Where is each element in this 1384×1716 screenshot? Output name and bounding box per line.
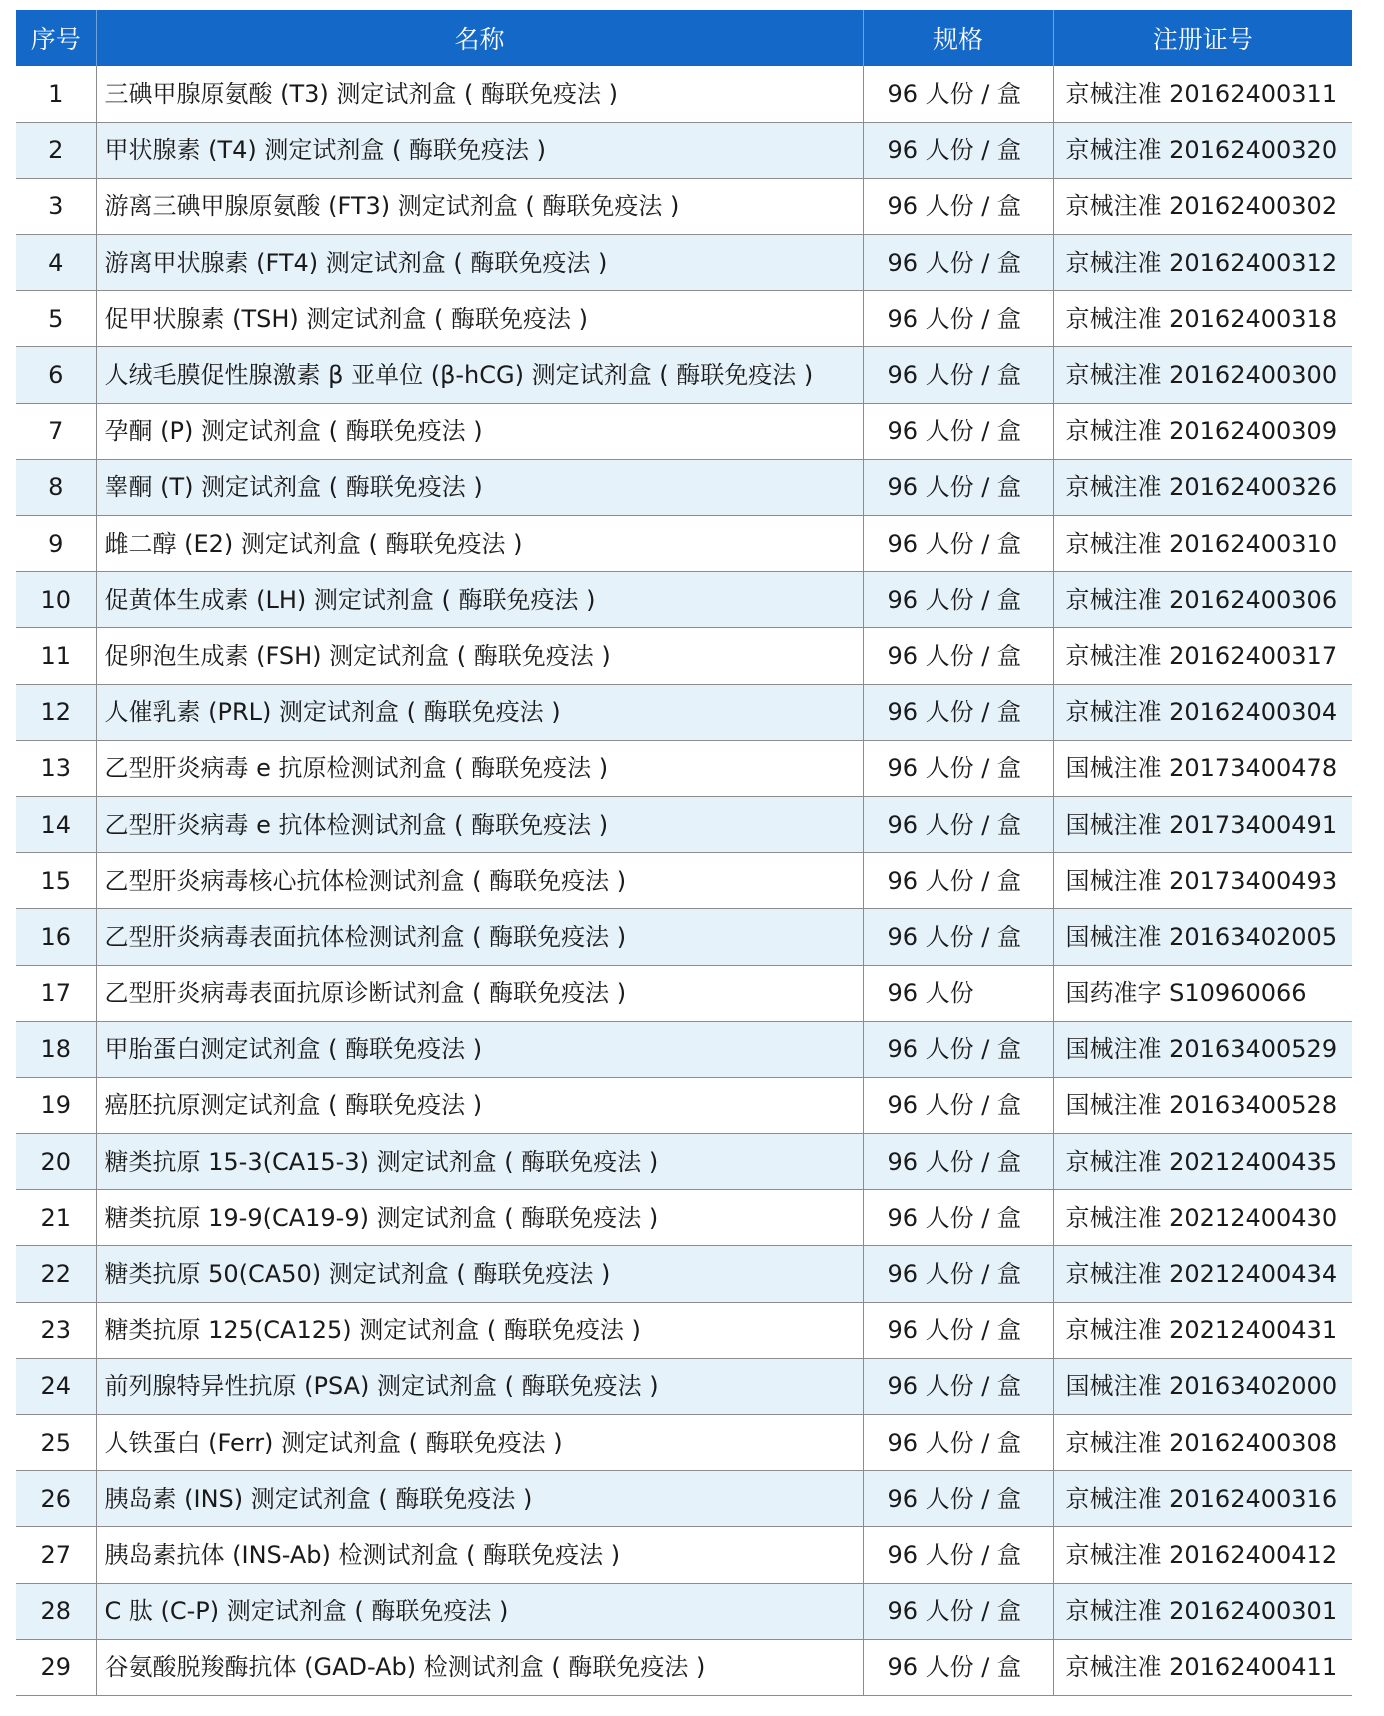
package-spec: 96 人份 / 盒: [863, 1021, 1053, 1077]
package-spec: 96 人份 / 盒: [863, 853, 1053, 909]
package-spec: 96 人份 / 盒: [863, 403, 1053, 459]
header-registration: 注册证号: [1053, 10, 1352, 66]
table-row: [16, 1246, 1352, 1302]
header-name: 名称: [96, 10, 863, 66]
package-spec: 96 人份 / 盒: [863, 235, 1053, 291]
package-spec: 96 人份 / 盒: [863, 909, 1053, 965]
table-row: [16, 1527, 1352, 1583]
package-spec: 96 人份 / 盒: [863, 122, 1053, 178]
row-index: 8: [16, 459, 96, 515]
product-name: 人绒毛膜促性腺激素 β 亚单位 (β-hCG) 测定试剂盒 ( 酶联免疫法 ): [96, 347, 863, 403]
row-index: 12: [16, 684, 96, 740]
registration-number: 京械注准 20162400412: [1053, 1527, 1352, 1583]
table-row: [16, 1134, 1352, 1190]
row-index: 4: [16, 235, 96, 291]
package-spec: 96 人份 / 盒: [863, 1077, 1053, 1133]
row-index: 25: [16, 1415, 96, 1471]
registration-number: 京械注准 20162400304: [1053, 684, 1352, 740]
product-name: 游离甲状腺素 (FT4) 测定试剂盒 ( 酶联免疫法 ): [96, 235, 863, 291]
package-spec: 96 人份 / 盒: [863, 291, 1053, 347]
table-body: [16, 66, 1352, 1695]
package-spec: 96 人份 / 盒: [863, 1583, 1053, 1639]
registration-number: 京械注准 20162400310: [1053, 516, 1352, 572]
product-name: C 肽 (C-P) 测定试剂盒 ( 酶联免疫法 ): [96, 1583, 863, 1639]
row-index: 11: [16, 628, 96, 684]
package-spec: 96 人份 / 盒: [863, 740, 1053, 796]
package-spec: 96 人份 / 盒: [863, 1471, 1053, 1527]
table-row: [16, 516, 1352, 572]
table-row: [16, 965, 1352, 1021]
package-spec: 96 人份 / 盒: [863, 572, 1053, 628]
table-row: [16, 1077, 1352, 1133]
product-name: 促甲状腺素 (TSH) 测定试剂盒 ( 酶联免疫法 ): [96, 291, 863, 347]
product-name: 糖类抗原 50(CA50) 测定试剂盒 ( 酶联免疫法 ): [96, 1246, 863, 1302]
product-name: 前列腺特异性抗原 (PSA) 测定试剂盒 ( 酶联免疫法 ): [96, 1358, 863, 1414]
product-name: 人催乳素 (PRL) 测定试剂盒 ( 酶联免疫法 ): [96, 684, 863, 740]
package-spec: 96 人份 / 盒: [863, 516, 1053, 572]
product-name: 谷氨酸脱羧酶抗体 (GAD-Ab) 检测试剂盒 ( 酶联免疫法 ): [96, 1639, 863, 1695]
package-spec: 96 人份 / 盒: [863, 628, 1053, 684]
product-table: [16, 10, 1352, 1696]
row-index: 26: [16, 1471, 96, 1527]
row-index: 27: [16, 1527, 96, 1583]
product-name: 甲状腺素 (T4) 测定试剂盒 ( 酶联免疫法 ): [96, 122, 863, 178]
table-row: [16, 909, 1352, 965]
product-name: 乙型肝炎病毒表面抗体检测试剂盒 ( 酶联免疫法 ): [96, 909, 863, 965]
registration-number: 京械注准 20162400300: [1053, 347, 1352, 403]
table-row: [16, 1415, 1352, 1471]
table-row: [16, 1583, 1352, 1639]
row-index: 29: [16, 1639, 96, 1695]
package-spec: 96 人份 / 盒: [863, 1302, 1053, 1358]
product-name: 胰岛素 (INS) 测定试剂盒 ( 酶联免疫法 ): [96, 1471, 863, 1527]
table-row: [16, 347, 1352, 403]
registration-number: 国械注准 20173400493: [1053, 853, 1352, 909]
package-spec: 96 人份 / 盒: [863, 1134, 1053, 1190]
row-index: 9: [16, 516, 96, 572]
registration-number: 京械注准 20212400435: [1053, 1134, 1352, 1190]
row-index: 19: [16, 1077, 96, 1133]
registration-number: 京械注准 20162400311: [1053, 66, 1352, 122]
table-row: [16, 572, 1352, 628]
registration-number: 京械注准 20162400306: [1053, 572, 1352, 628]
row-index: 28: [16, 1583, 96, 1639]
table-row: [16, 796, 1352, 852]
registration-number: 京械注准 20162400411: [1053, 1639, 1352, 1695]
table-row: [16, 178, 1352, 234]
package-spec: 96 人份 / 盒: [863, 1190, 1053, 1246]
package-spec: 96 人份 / 盒: [863, 347, 1053, 403]
table-header-row: [16, 10, 1352, 66]
table-header: [16, 10, 1352, 66]
registration-number: 京械注准 20162400302: [1053, 178, 1352, 234]
product-name: 促黄体生成素 (LH) 测定试剂盒 ( 酶联免疫法 ): [96, 572, 863, 628]
product-name: 甲胎蛋白测定试剂盒 ( 酶联免疫法 ): [96, 1021, 863, 1077]
product-name: 乙型肝炎病毒 e 抗原检测试剂盒 ( 酶联免疫法 ): [96, 740, 863, 796]
package-spec: 96 人份 / 盒: [863, 1415, 1053, 1471]
registration-number: 京械注准 20162400316: [1053, 1471, 1352, 1527]
registration-number: 京械注准 20162400312: [1053, 235, 1352, 291]
package-spec: 96 人份 / 盒: [863, 66, 1053, 122]
product-name: 糖类抗原 15-3(CA15-3) 测定试剂盒 ( 酶联免疫法 ): [96, 1134, 863, 1190]
table-row: [16, 684, 1352, 740]
row-index: 14: [16, 796, 96, 852]
row-index: 15: [16, 853, 96, 909]
package-spec: 96 人份 / 盒: [863, 178, 1053, 234]
table-row: [16, 1471, 1352, 1527]
product-name: 胰岛素抗体 (INS-Ab) 检测试剂盒 ( 酶联免疫法 ): [96, 1527, 863, 1583]
registration-number: 京械注准 20212400431: [1053, 1302, 1352, 1358]
row-index: 13: [16, 740, 96, 796]
registration-number: 京械注准 20162400308: [1053, 1415, 1352, 1471]
row-index: 7: [16, 403, 96, 459]
registration-number: 国药准字 S10960066: [1053, 965, 1352, 1021]
registration-number: 国械注准 20163400529: [1053, 1021, 1352, 1077]
row-index: 2: [16, 122, 96, 178]
table-row: [16, 235, 1352, 291]
product-name: 睾酮 (T) 测定试剂盒 ( 酶联免疫法 ): [96, 459, 863, 515]
row-index: 10: [16, 572, 96, 628]
row-index: 18: [16, 1021, 96, 1077]
product-name: 乙型肝炎病毒表面抗原诊断试剂盒 ( 酶联免疫法 ): [96, 965, 863, 1021]
product-name: 乙型肝炎病毒核心抗体检测试剂盒 ( 酶联免疫法 ): [96, 853, 863, 909]
table-row: [16, 853, 1352, 909]
table-row: [16, 122, 1352, 178]
table-row: [16, 1021, 1352, 1077]
product-name: 糖类抗原 125(CA125) 测定试剂盒 ( 酶联免疫法 ): [96, 1302, 863, 1358]
row-index: 5: [16, 291, 96, 347]
product-name: 癌胚抗原测定试剂盒 ( 酶联免疫法 ): [96, 1077, 863, 1133]
package-spec: 96 人份 / 盒: [863, 796, 1053, 852]
product-name: 三碘甲腺原氨酸 (T3) 测定试剂盒 ( 酶联免疫法 ): [96, 66, 863, 122]
row-index: 16: [16, 909, 96, 965]
table-row: [16, 459, 1352, 515]
row-index: 1: [16, 66, 96, 122]
table-row: [16, 628, 1352, 684]
product-name: 雌二醇 (E2) 测定试剂盒 ( 酶联免疫法 ): [96, 516, 863, 572]
table-row: [16, 1639, 1352, 1695]
package-spec: 96 人份: [863, 965, 1053, 1021]
product-name: 糖类抗原 19-9(CA19-9) 测定试剂盒 ( 酶联免疫法 ): [96, 1190, 863, 1246]
table-row: [16, 66, 1352, 122]
table-row: [16, 740, 1352, 796]
registration-number: 京械注准 20162400320: [1053, 122, 1352, 178]
registration-number: 国械注准 20163400528: [1053, 1077, 1352, 1133]
table-row: [16, 1358, 1352, 1414]
package-spec: 96 人份 / 盒: [863, 459, 1053, 515]
product-name: 乙型肝炎病毒 e 抗体检测试剂盒 ( 酶联免疫法 ): [96, 796, 863, 852]
row-index: 22: [16, 1246, 96, 1302]
table-row: [16, 1302, 1352, 1358]
registration-number: 京械注准 20162400318: [1053, 291, 1352, 347]
package-spec: 96 人份 / 盒: [863, 1639, 1053, 1695]
registration-number: 京械注准 20162400309: [1053, 403, 1352, 459]
table-row: [16, 291, 1352, 347]
registration-number: 国械注准 20173400478: [1053, 740, 1352, 796]
registration-number: 京械注准 20212400434: [1053, 1246, 1352, 1302]
registration-number: 国械注准 20173400491: [1053, 796, 1352, 852]
product-name: 游离三碘甲腺原氨酸 (FT3) 测定试剂盒 ( 酶联免疫法 ): [96, 178, 863, 234]
table-row: [16, 403, 1352, 459]
row-index: 3: [16, 178, 96, 234]
table-row: [16, 1190, 1352, 1246]
registration-number: 国械注准 20163402005: [1053, 909, 1352, 965]
registration-number: 京械注准 20162400326: [1053, 459, 1352, 515]
registration-number: 京械注准 20162400317: [1053, 628, 1352, 684]
package-spec: 96 人份 / 盒: [863, 1246, 1053, 1302]
row-index: 20: [16, 1134, 96, 1190]
row-index: 23: [16, 1302, 96, 1358]
row-index: 6: [16, 347, 96, 403]
product-name: 促卵泡生成素 (FSH) 测定试剂盒 ( 酶联免疫法 ): [96, 628, 863, 684]
registration-number: 国械注准 20163402000: [1053, 1358, 1352, 1414]
package-spec: 96 人份 / 盒: [863, 1527, 1053, 1583]
registration-number: 京械注准 20212400430: [1053, 1190, 1352, 1246]
row-index: 24: [16, 1358, 96, 1414]
row-index: 21: [16, 1190, 96, 1246]
package-spec: 96 人份 / 盒: [863, 684, 1053, 740]
product-name: 孕酮 (P) 测定试剂盒 ( 酶联免疫法 ): [96, 403, 863, 459]
product-name: 人铁蛋白 (Ferr) 测定试剂盒 ( 酶联免疫法 ): [96, 1415, 863, 1471]
header-index: 序号: [30, 25, 81, 54]
package-spec: 96 人份 / 盒: [863, 1358, 1053, 1414]
row-index: 17: [16, 965, 96, 1021]
header-spec: 规格: [863, 10, 1053, 66]
registration-number: 京械注准 20162400301: [1053, 1583, 1352, 1639]
